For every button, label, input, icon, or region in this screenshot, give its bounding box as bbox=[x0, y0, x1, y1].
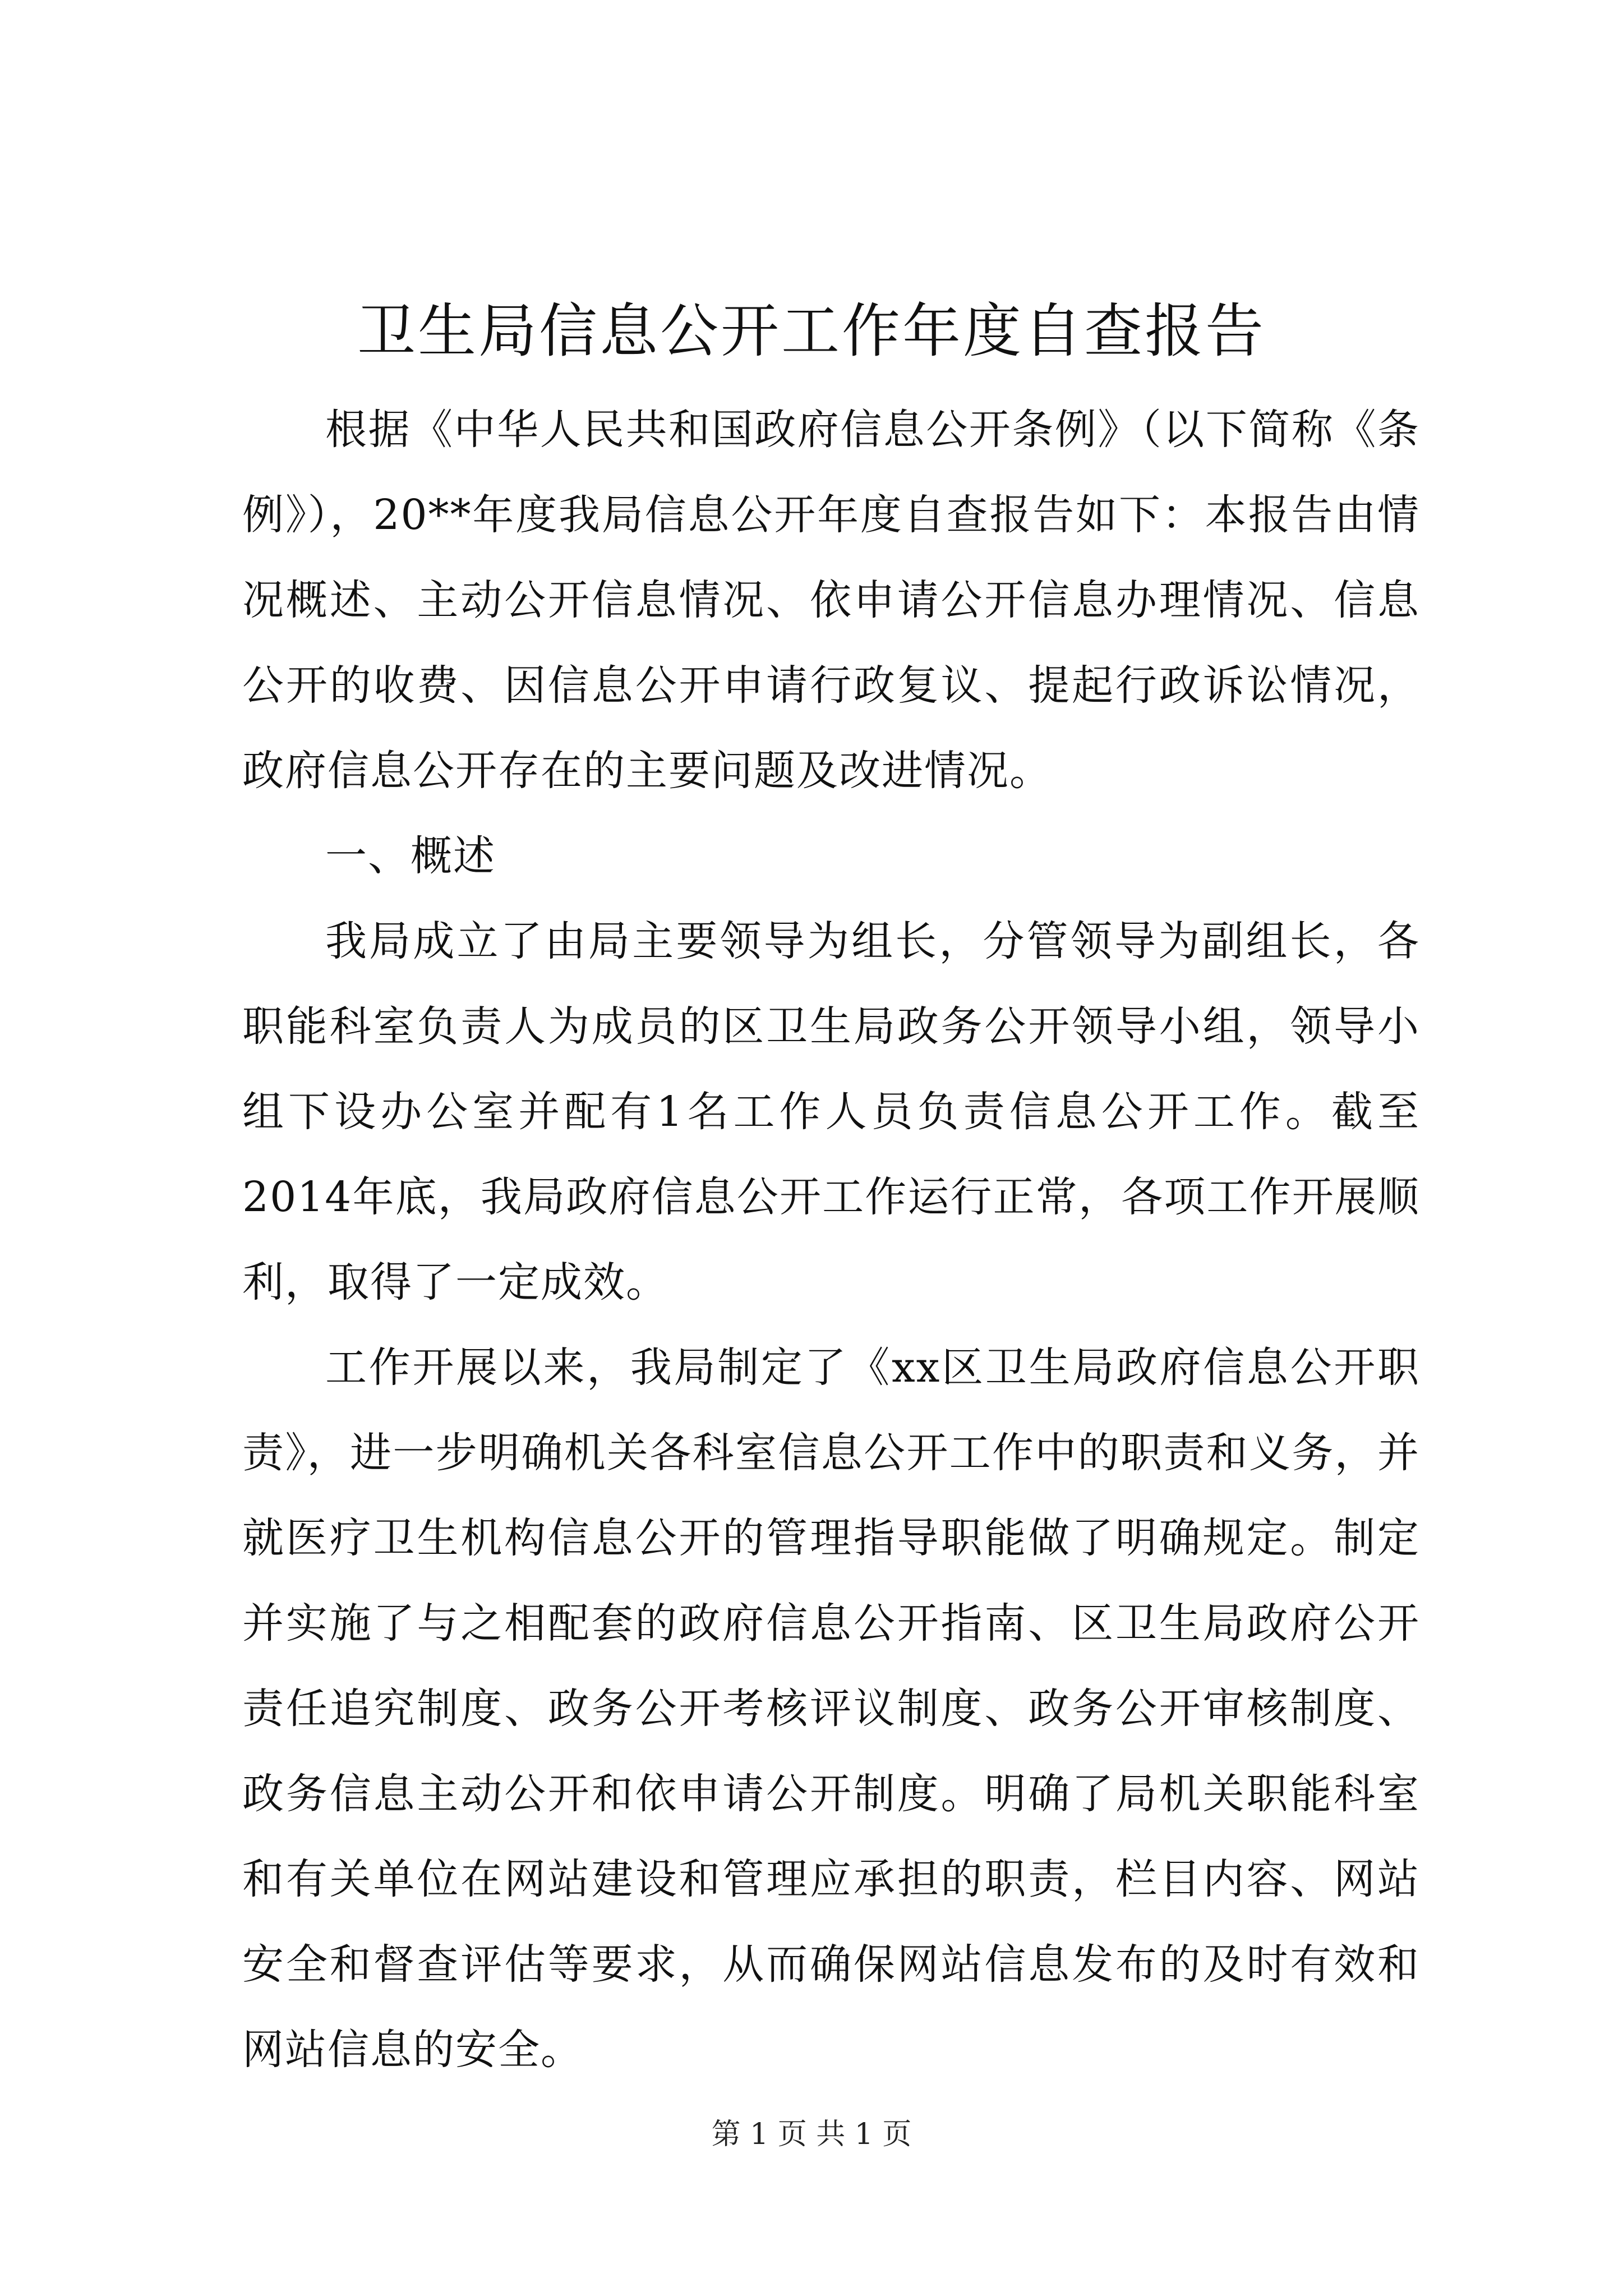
document-body bbox=[242, 387, 1420, 2092]
paragraph-work-progress: 工作开展以来，我局制定了《xx区卫生局政府信息公开职责》，进一步明确机关各科室信息公开工作中的职责和义务，并就医疗卫生机构信息公开的管理指导职能做了明确规定。制定并实施了与之相配套的政府信息公开指南、区卫生局政府公开责任追究制度、政务公开考核评议制度、政务公开审核制度、政务信息主动公开和依申请公开制度。明确了局机关职能科室和有关单位在网站建设和管理应承担的职责，栏目内容、网站安全和督查评估等要求，从而确保网站信息发布的及时有效和网站信息的安全。 bbox=[242, 1343, 1420, 2074]
page-footer: 第 1 页 共 1 页 bbox=[711, 2118, 912, 2151]
paragraph-overview: 我局成立了由局主要领导为组长，分管领导为副组长，各职能科室负责人为成员的区卫生局政务公开领导小组，领导小组下设办公室并配有1名工作人员负责信息公开工作。截至2014年底，我局政府信息公开工作运行正常，各项工作开展顺利，取得了一定成效。 bbox=[242, 917, 1420, 1306]
page-title: 卫生局信息公开工作年度自查报告 bbox=[357, 297, 1266, 365]
paragraph-intro: 根据《中华人民共和国政府信息公开条例》（以下简称《条例》），20**年度我局信息公开年度自查报告如下：本报告由情况概述、主动公开信息情况、依申请公开信息办理情况、信息公开的收费、因信息公开申请行政复议、提起行政诉讼情况，政府信息公开存在的主要问题及改进情况。 bbox=[242, 406, 1420, 795]
section-heading-overview: 一、概述 bbox=[325, 832, 496, 880]
